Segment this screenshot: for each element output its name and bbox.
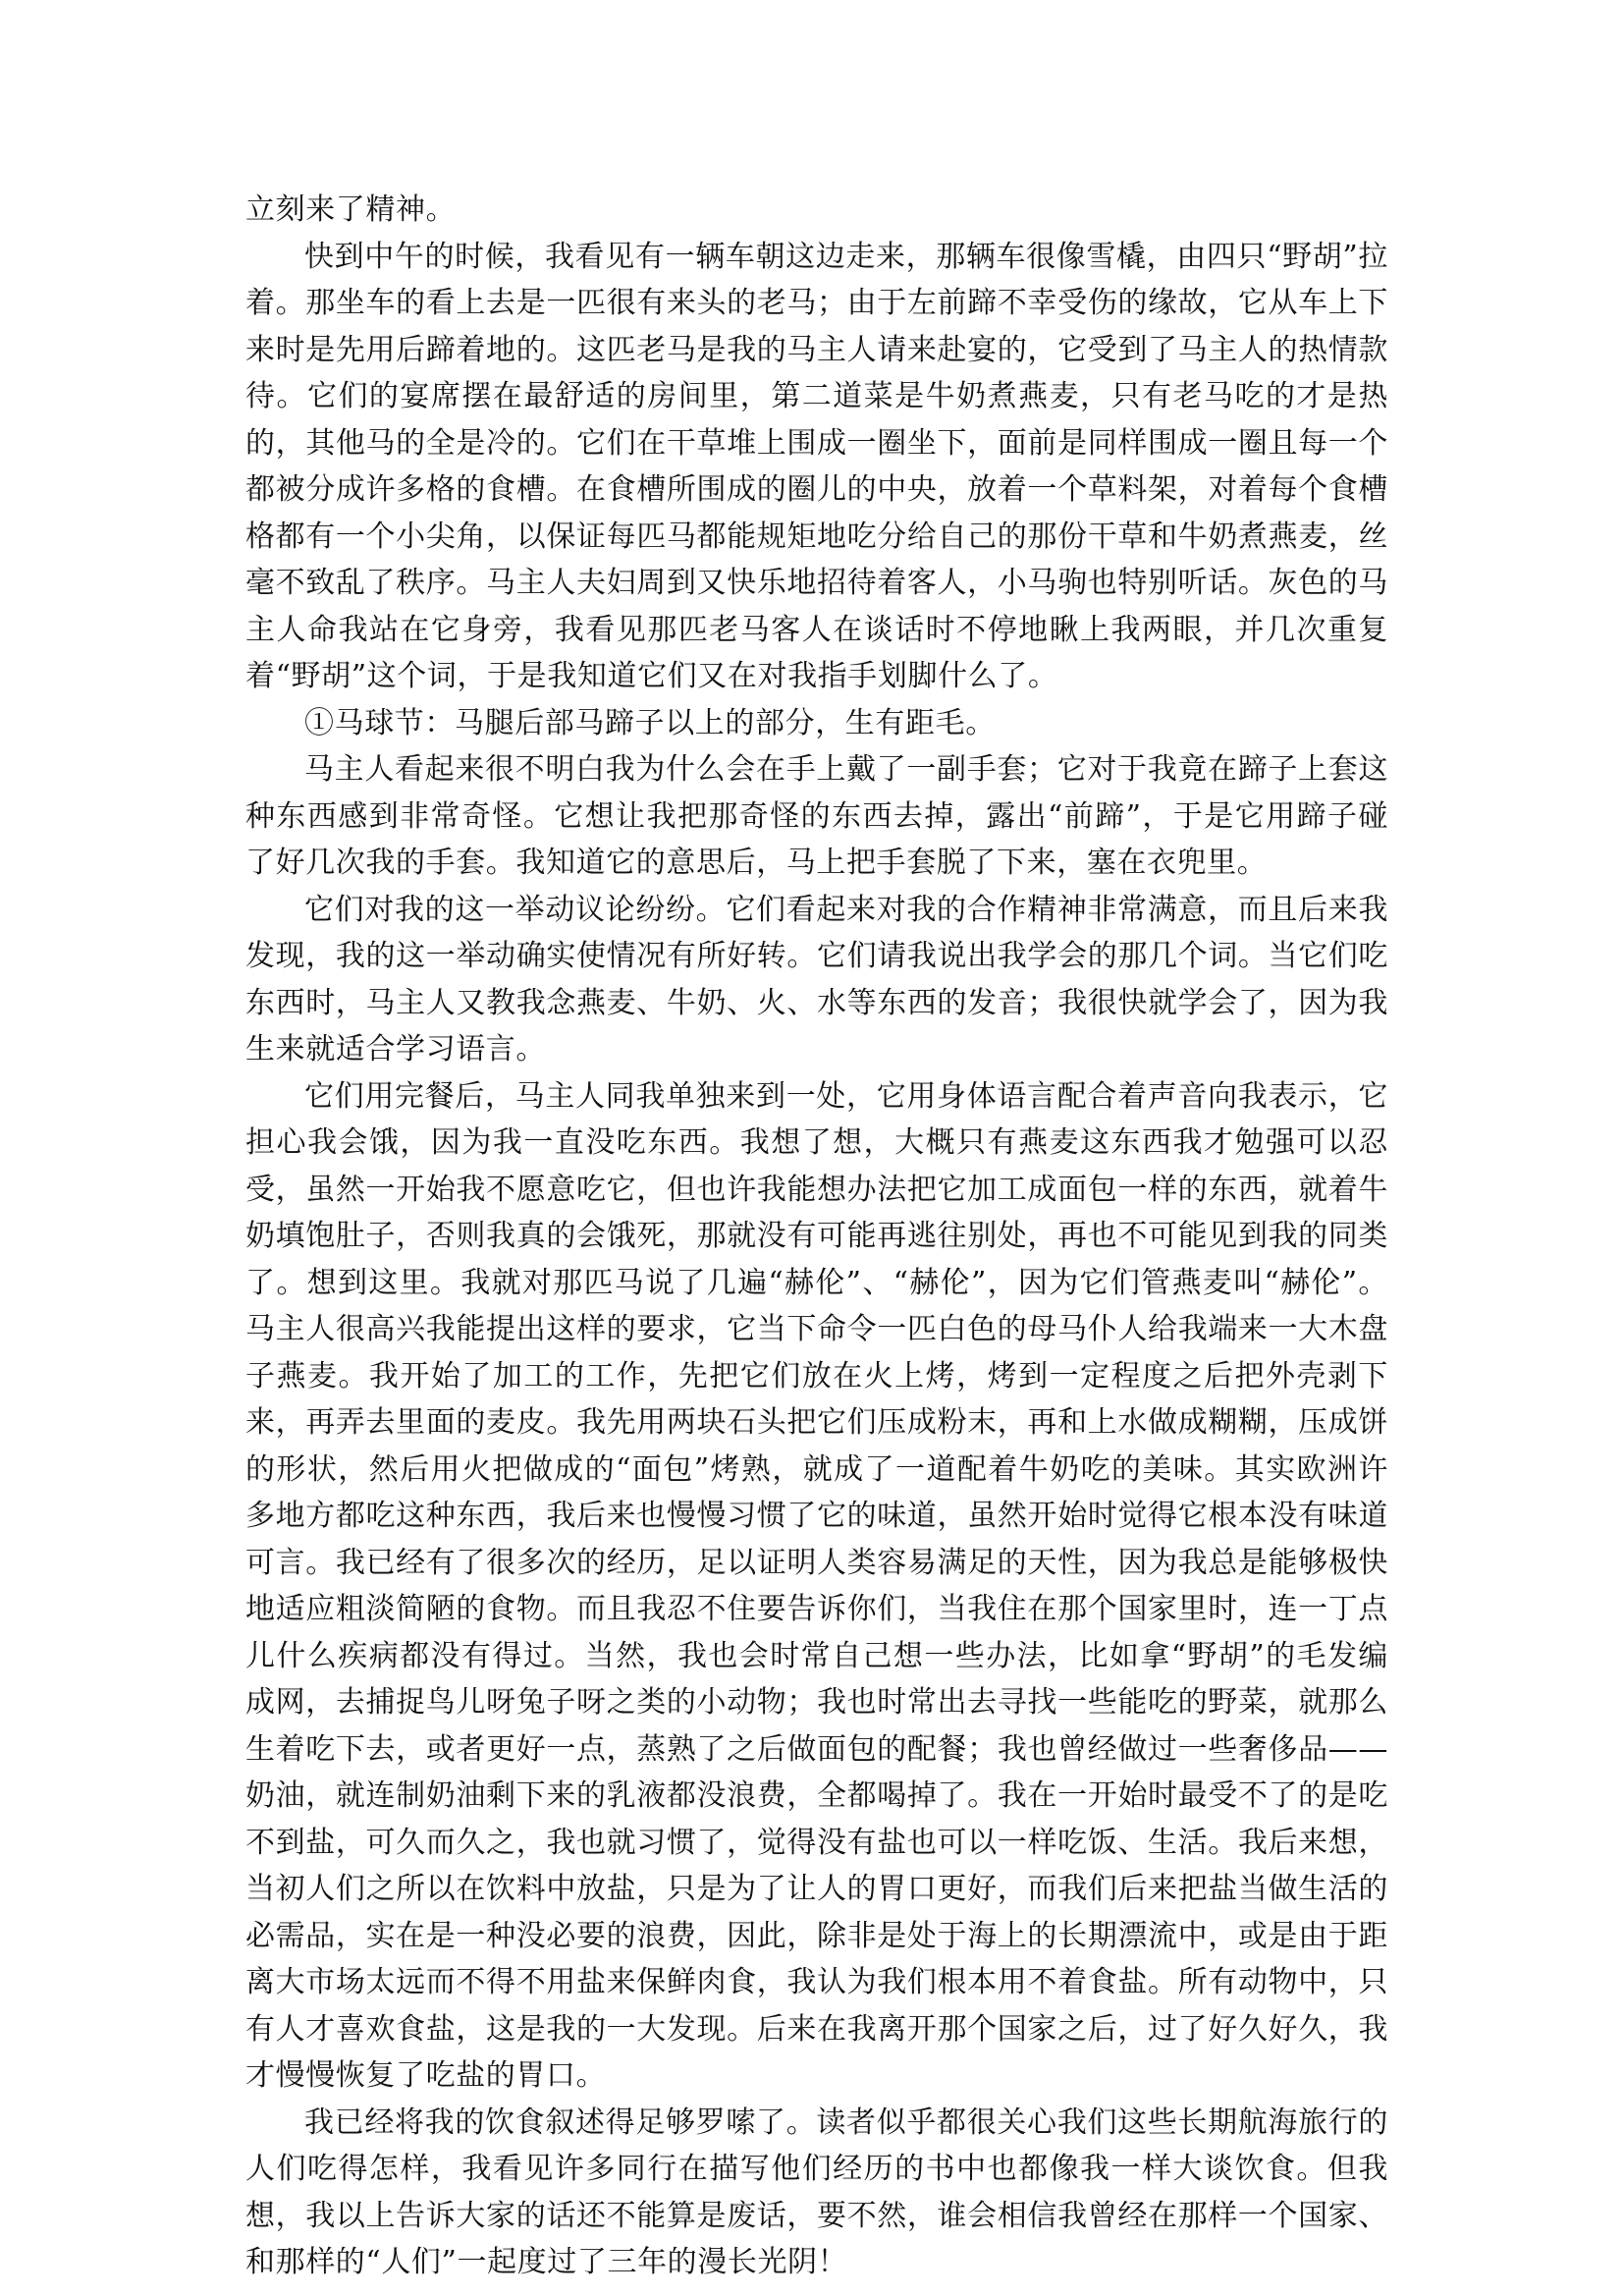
body-text (245, 187, 1388, 2286)
paragraph-5: 它们用完餐后，马主人同我单独来到一处，它用身体语言配合着声音向我表示，它担心我会饿，因为我一直没吃东西。我想了想，大概只有燕麦这东西我才勉强可以忍受，虽然一开始我不愿意吃它，但也许我能想办法把它加工成面包一样的东西，就着牛奶填饱肚子，否则我真的会饿死，那就没有可能再逃往别处，再也不可能见到我的同类了。想到这里。我就对那匹马说了几遍“赫伦”、“赫伦”，因为它们管燕麦叫“赫伦”。马主人很高兴我能提出这样的要求，它当下命令一匹白色的母马仆人给我端来一大木盘子燕麦。我开始了加工的工作，先把它们放在火上烤，烤到一定程度之后把外壳剥下来，再弄去里面的麦皮。我先用两块石头把它们压成粉末，再和上水做成糊糊，压成饼的形状，然后用火把做成的“面包”烤熟，就成了一道配着牛奶吃的美味。其实欧洲许多地方都吃这种东西，我后来也慢慢习惯了它的味道，虽然开始时觉得它根本没有味道可言。我已经有了很多次的经历，足以证明人类容易满足的天性，因为我总是能够极快地适应粗淡简陋的食物。而且我忍不住要告诉你们，当我住在那个国家里时，连一丁点儿什么疾病都没有得过。当然，我也会时常自己想一些办法，比如拿“野胡”的毛发编成网，去捕捉鸟儿呀兔子呀之类的小动物；我也时常出去寻找一些能吃的野菜，就那么生着吃下去，或者更好一点，蒸熟了之后做面包的配餐；我也曾经做过一些奢侈品——奶油，就连制奶油剩下来的乳液都没浪费，全都喝掉了。我在一开始时最受不了的是吃不到盐，可久而久之，我也就习惯了，觉得没有盐也可以一样吃饭、生活。我后来想，当初人们之所以在饮料中放盐，只是为了让人的胃口更好，而我们后来把盐当做生活的必需品，实在是一种没必要的浪费，因此，除非是处于海上的长期漂流中，或是由于距离大市场太远而不得不用盐来保鲜肉食，我认为我们根本用不着食盐。所有动物中，只有人才喜欢食盐，这是我的一大发现。后来在我离开那个国家之后，过了好久好久，我才慢慢恢复了吃盐的胃口。 (245, 1078, 1388, 2093)
paragraph-6: 我已经将我的饮食叙述得足够罗嗦了。读者似乎都很关心我们这些长期航海旅行的人们吃得怎样，我看见许多同行在描写他们经历的书中也都像我一样大谈饮食。但我想，我以上告诉大家的话还不能算是废话，要不然，谁会相信我曾经在那样一个国家、和那样的“人们”一起度过了三年的漫长光阴！ (245, 2105, 1388, 2279)
paragraph-3: 马主人看起来很不明白我为什么会在手上戴了一副手套；它对于我竟在蹄子上套这种东西感到非常奇怪。它想让我把那奇怪的东西去掉，露出“前蹄”，于是它用蹄子碰了好几次我的手套。我知道它的意思后，马上把手套脱了下来，塞在衣兜里。 (245, 752, 1388, 880)
paragraph-4: 它们对我的这一举动议论纷纷。它们看起来对我的合作精神非常满意，而且后来我发现，我的这一举动确实使情况有所好转。它们请我说出我学会的那几个词。当它们吃东西时，马主人又教我念燕麦、牛奶、火、水等东西的发音；我很快就学会了，因为我生来就适合学习语言。 (245, 892, 1388, 1066)
paragraph-1: 立刻来了精神。 (245, 192, 457, 227)
footnote-paragraph: ①马球节：马腿后部马蹄子以上的部分，生有距毛。 (304, 705, 996, 740)
paragraph-2: 快到中午的时候，我看见有一辆车朝这边走来，那辆车很像雪橇，由四只“野胡”拉着。那坐车的看上去是一匹很有来头的老马；由于左前蹄不幸受伤的缘故，它从车上下来时是先用后蹄着地的。这匹老马是我的马主人请来赴宴的，它受到了马主人的热情款待。它们的宴席摆在最舒适的房间里，第二道菜是牛奶煮燕麦，只有老马吃的才是热的，其他马的全是冷的。它们在干草堆上围成一圈坐下，面前是同样围成一圈且每一个都被分成许多格的食槽。在食槽所围成的圈儿的中央，放着一个草料架，对着每个食槽格都有一个小尖角，以保证每匹马都能规矩地吃分给自己的那份干草和牛奶煮燕麦，丝毫不致乱了秩序。马主人夫妇周到又快乐地招待着客人，小马驹也特别听话。灰色的马主人命我站在它身旁，我看见那匹老马客人在谈话时不停地瞅上我两眼，并几次重复着“野胡”这个词，于是我知道它们又在对我指手划脚什么了。 (245, 239, 1388, 693)
